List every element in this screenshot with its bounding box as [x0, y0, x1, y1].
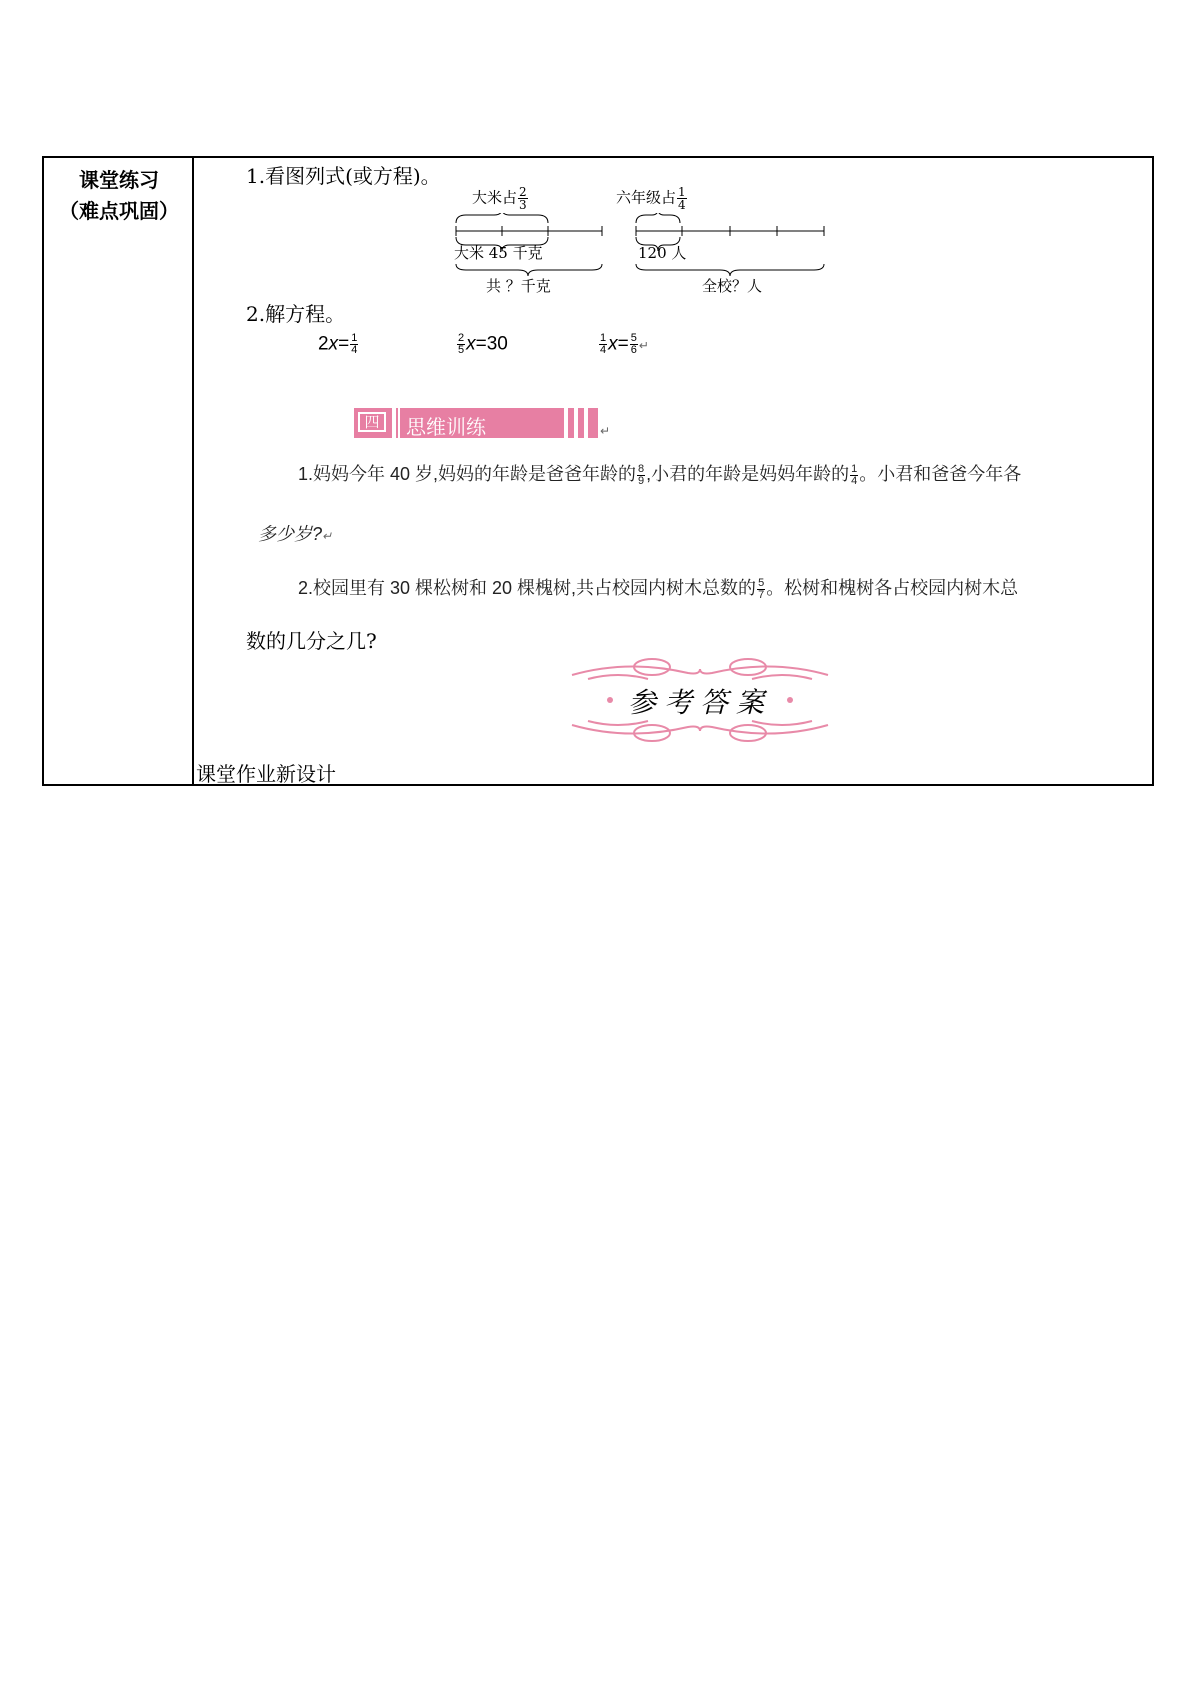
banner-stripe [574, 408, 578, 438]
problem-1-line-2: 多少岁?↵ [258, 524, 333, 544]
banner-number: 四 [358, 412, 386, 432]
diagram-left-total-label: 共 ？千克 [486, 277, 551, 295]
answer-title: 参考答案 [627, 686, 772, 719]
problem-1-line-1: 1.妈妈今年 40 岁,妈妈的年龄是爸爸年龄的 $\frac{8}{9}$ ,小君的年龄是妈妈年龄的 $\frac{1}{4}$ 。小君和爸爸今年各 [298, 462, 1022, 487]
problem-2-line-2: 数的几分之几? [246, 629, 377, 653]
equation-2: $\frac{2}{5}$ x=30 [458, 332, 508, 356]
banner-divider [392, 408, 396, 438]
section-subtitle: （难点巩固） [59, 199, 179, 223]
equation-1: 2x= $\frac{1}{4}$ [318, 332, 358, 356]
equation-3: $\frac{1}{4}$ x= $\frac{5}{6}$ ↵ [600, 332, 649, 356]
answer-ornament [568, 653, 832, 745]
banner-return-mark: ↵ [600, 424, 611, 438]
q1-heading: 1.看图列式(或方程)。 [246, 164, 441, 188]
problem-2-line-1: 2.校园里有 30 棵松树和 20 棵槐树,共占校园内树木总数的 $\frac{5}{7}$ 。松树和槐树各占校园内树木总 [298, 576, 1019, 601]
diagram-right-top-label: 六年级占 $\frac{1}{4}$ [616, 185, 686, 212]
left-label-column [44, 158, 194, 784]
diagram-left-part-label: 大米 45 千克 [454, 244, 543, 262]
content-column [194, 158, 1152, 784]
diagram-right-total-label: 全校？人 [702, 277, 763, 295]
diagram-left-top-label: 大米占 $\frac{2}{3}$ [472, 185, 527, 212]
banner-title: 思维训练 [406, 415, 486, 439]
worksheet-table [42, 156, 1154, 786]
section-title: 课堂练习 [79, 168, 159, 192]
banner-stripe [564, 408, 568, 438]
diagram-right-part-label: 120 人 [638, 244, 687, 262]
footer-title: 课堂作业新设计 [196, 762, 336, 786]
banner-stripe [584, 408, 588, 438]
thinking-training-banner [354, 408, 598, 438]
banner-divider [398, 408, 400, 438]
q2-heading: 2.解方程。 [246, 302, 346, 326]
